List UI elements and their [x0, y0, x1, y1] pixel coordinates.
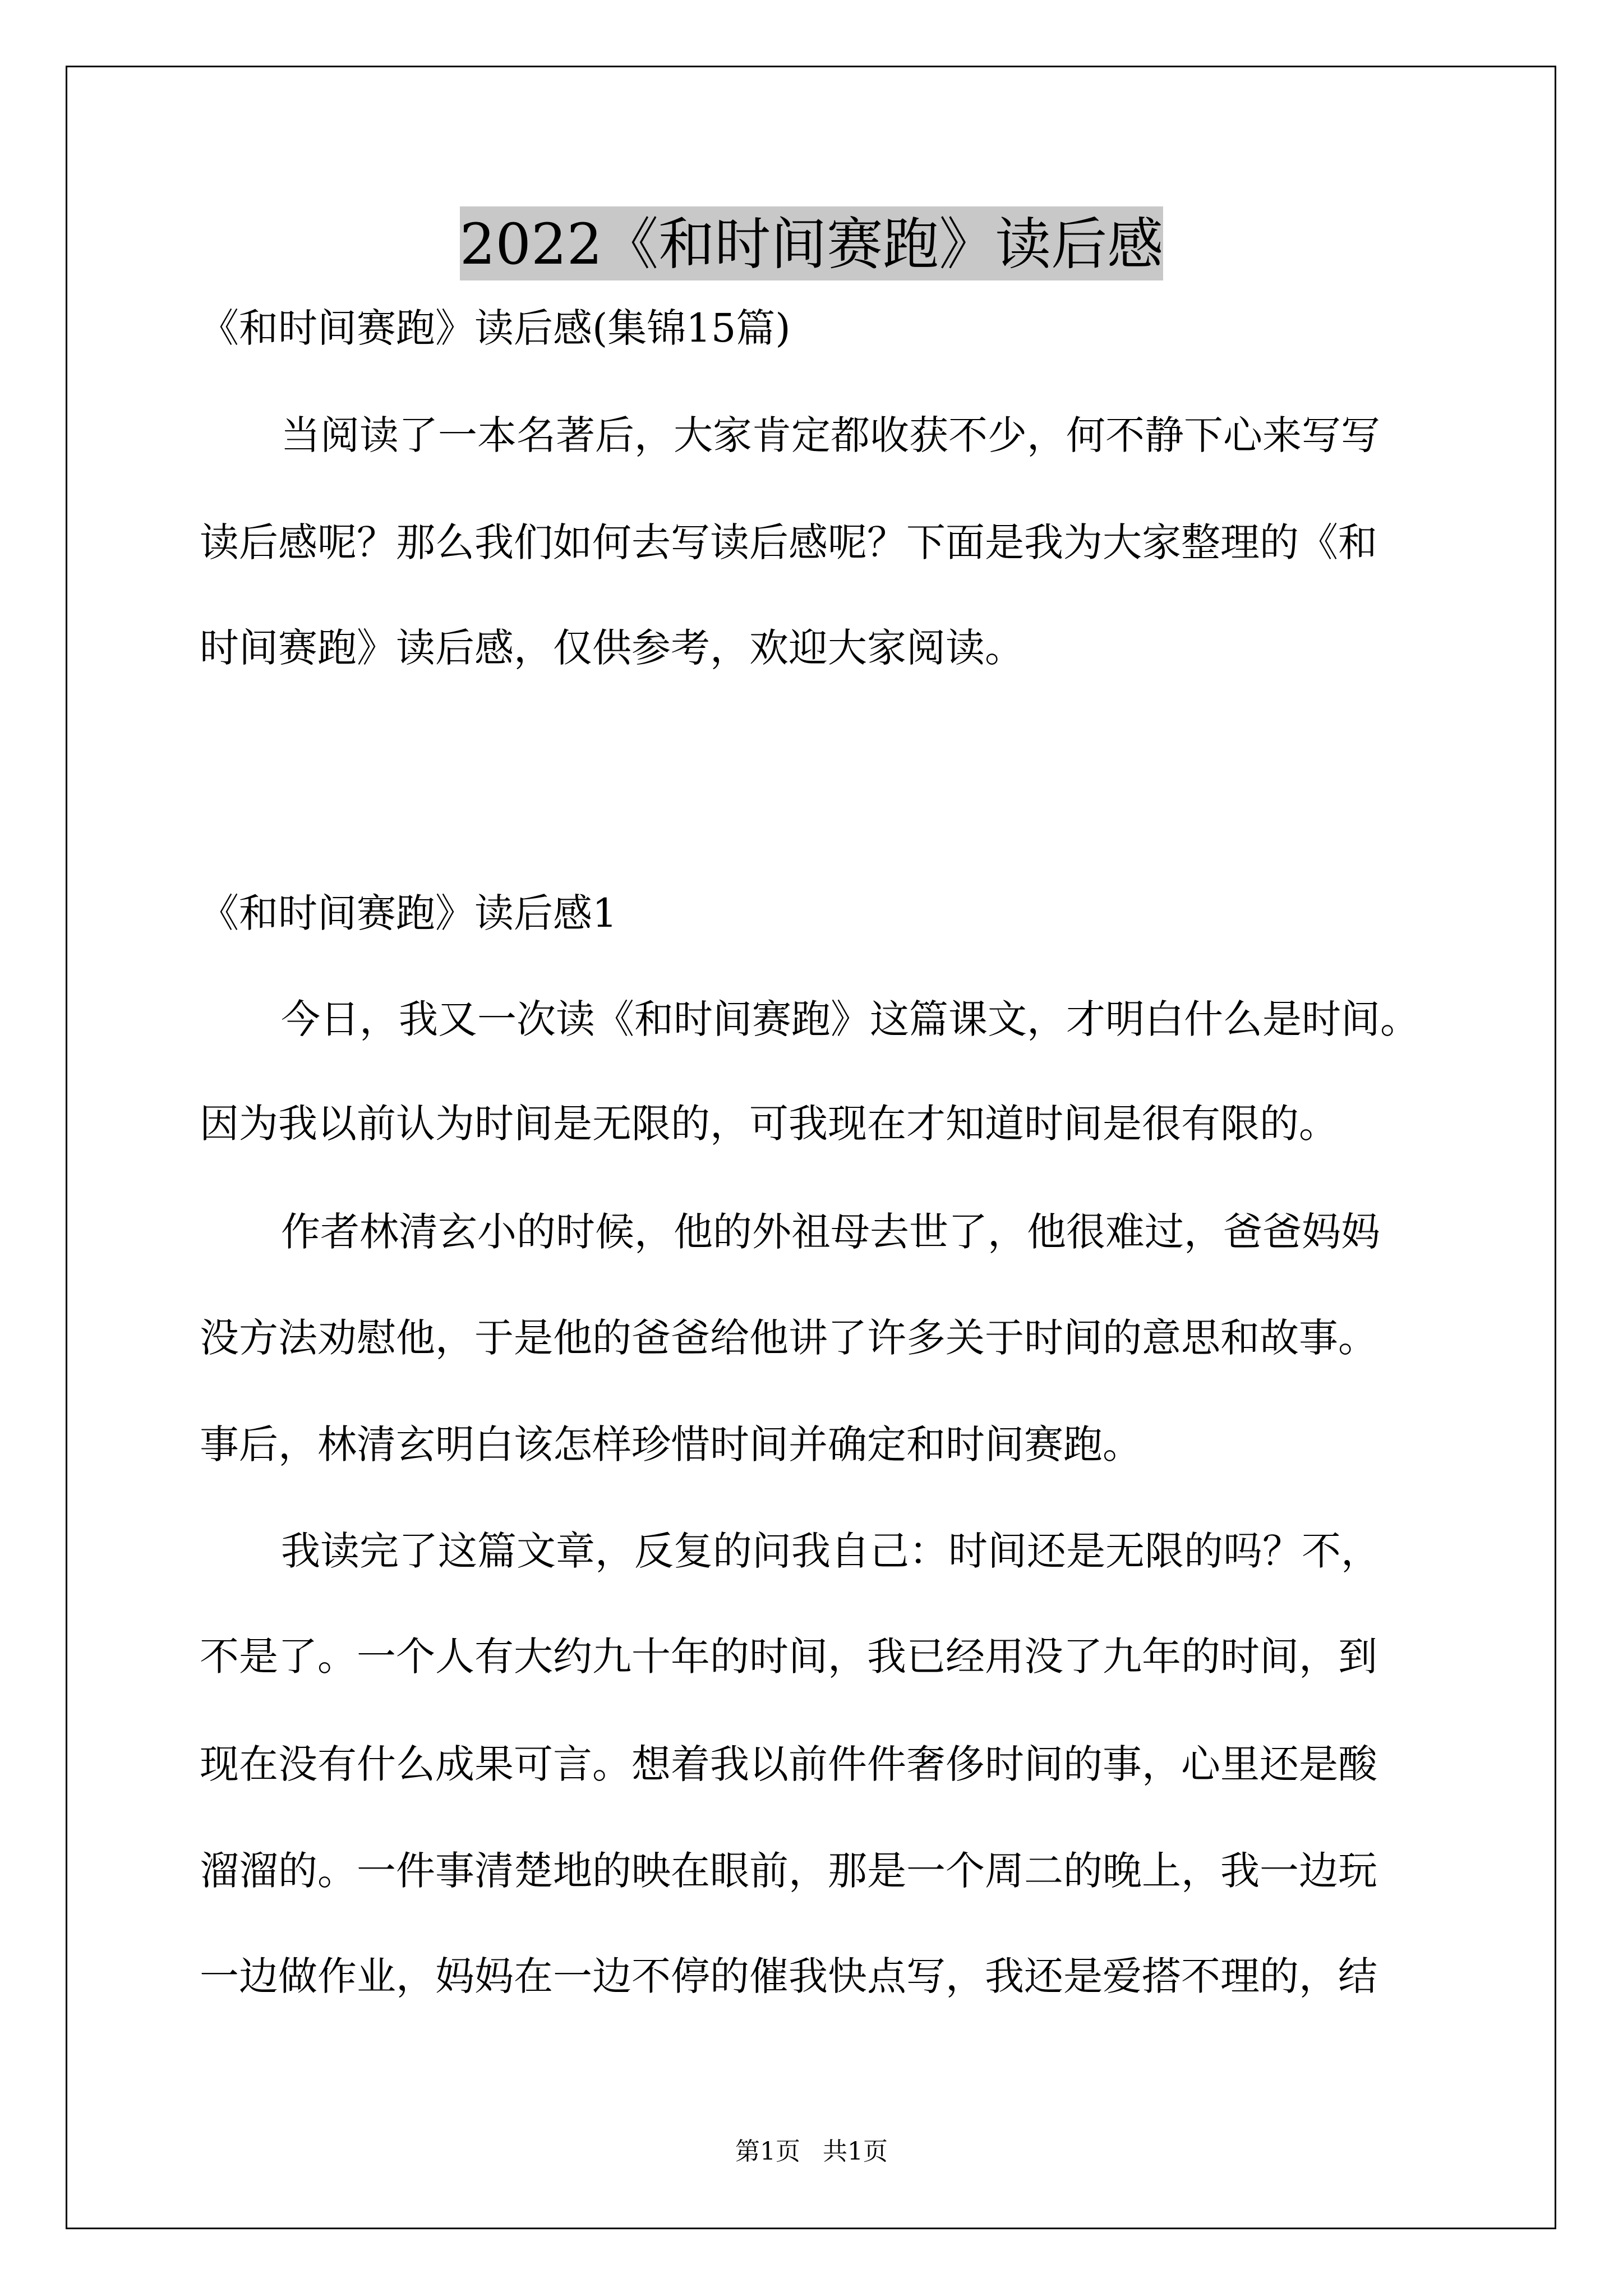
para3-line-5: 一边做作业，妈妈在一边不停的催我快点写，我还是爱搭不理的，结 — [200, 1953, 1377, 1999]
intro-line-1: 当阅读了一本名著后，大家肯定都收获不少，何不静下心来写写 — [281, 412, 1380, 458]
para2-line-2: 没方法劝慰他，于是他的爸爸给他讲了许多关于时间的意思和故事。 — [200, 1315, 1377, 1361]
para3-line-3: 现在没有什么成果可言。想着我以前件件奢侈时间的事，心里还是酸 — [200, 1741, 1377, 1787]
section-heading: 《和时间赛跑》读后感1 — [200, 890, 617, 936]
para2-line-1: 作者林清玄小的时候，他的外祖母去世了，他很难过，爸爸妈妈 — [281, 1209, 1380, 1255]
para3-line-4: 溜溜的。一件事清楚地的映在眼前，那是一个周二的晚上，我一边玩 — [200, 1848, 1377, 1894]
para3-line-1: 我读完了这篇文章，反复的问我自己：时间还是无限的吗？不， — [281, 1528, 1380, 1574]
intro-line-2: 读后感呢？那么我们如何去写读后感呢？下面是我为大家整理的《和 — [200, 519, 1377, 565]
page-number: 第1页 — [735, 2137, 800, 2166]
page-total: 共1页 — [823, 2137, 888, 2166]
document-title: 2022《和时间赛跑》读后感 — [460, 206, 1164, 280]
document-subtitle: 《和时间赛跑》读后感(集锦15篇) — [200, 305, 791, 351]
intro-line-3: 时间赛跑》读后感，仅供参考，欢迎大家阅读。 — [200, 625, 1024, 671]
title-container — [0, 206, 1623, 280]
page-footer — [0, 2136, 1623, 2168]
para2-line-3: 事后，林清玄明白该怎样珍惜时间并确定和时间赛跑。 — [200, 1421, 1142, 1467]
para3-line-2: 不是了。一个人有大约九十年的时间，我已经用没了九年的时间，到 — [200, 1634, 1377, 1680]
para1-line-2: 因为我以前认为时间是无限的，可我现在才知道时间是很有限的。 — [200, 1101, 1338, 1147]
para1-line-1: 今日，我又一次读《和时间赛跑》这篇课文，才明白什么是时间。 — [281, 996, 1419, 1042]
